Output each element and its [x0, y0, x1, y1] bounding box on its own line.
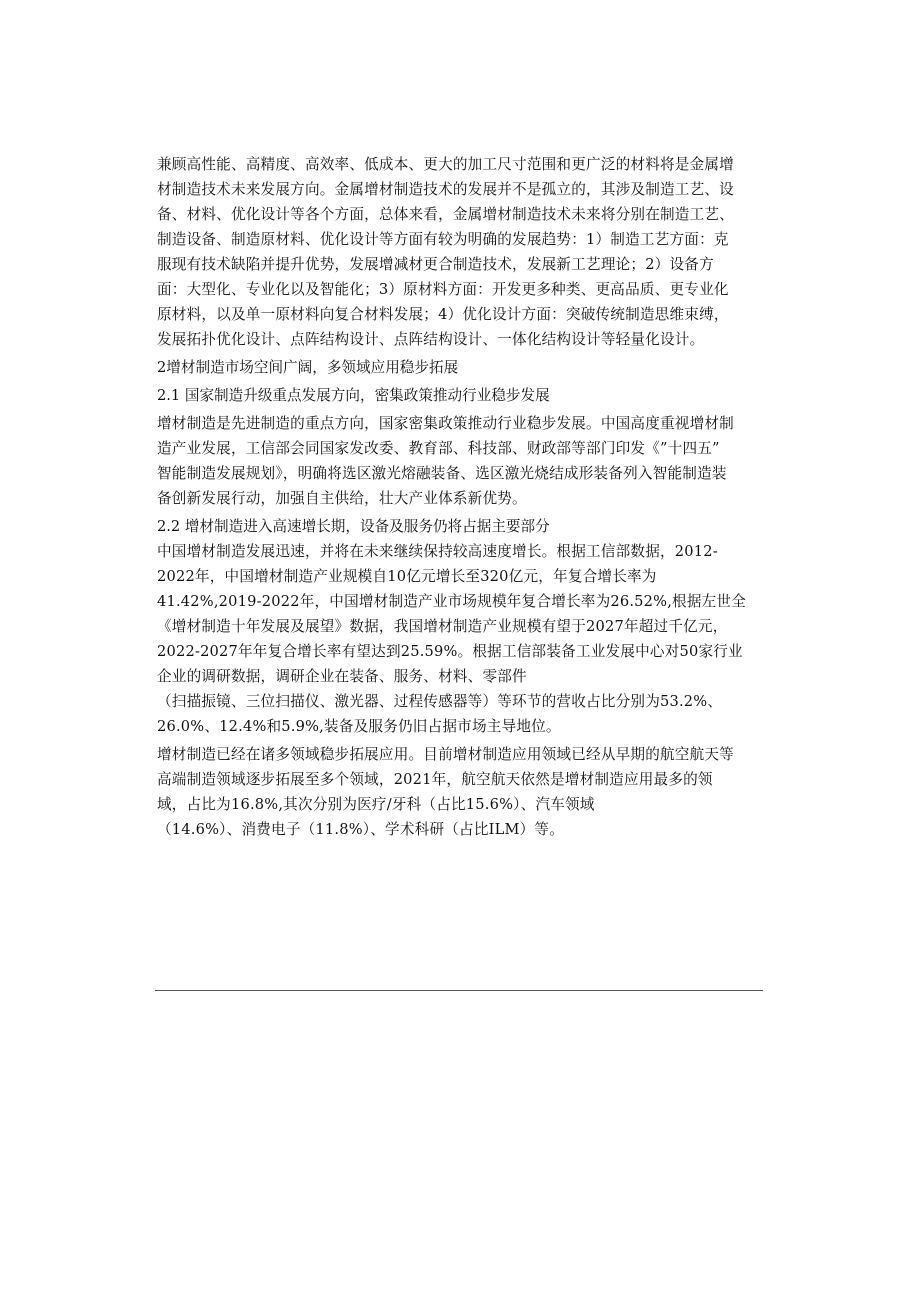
text-line: 智能制造发展规划》，明确将选区激光熔融装备、选区激光烧结成形装备列入智能制造装 [157, 465, 727, 482]
paragraph-market-growth [157, 539, 763, 739]
text-line: 41.42%,2019-2022年，中国增材制造产业市场规模年复合增长率为26.52%,根据左世全 [157, 593, 747, 610]
text-line: （14.6%）、消费电子（11.8%）、学术科研（占比ILM）等。 [157, 821, 564, 838]
text-line: 发展拓扑优化设计、点阵结构设计、点阵结构设计、一体化结构设计等轻量化设计。 [157, 331, 705, 348]
text-line: 面：大型化、专业化以及智能化；3）原材料方面：开发更多种类、更高品质、更专业化 [157, 281, 729, 298]
text-line: 2022年，中国增材制造产业规模自10亿元增长至320亿元，年复合增长率为 [157, 568, 657, 585]
text-line: 造产业发展，工信部会同国家发改委、教育部、科技部、财政部等部门印发《”十四五” [157, 440, 720, 457]
section-heading-2-1: 2.1 国家制造升级重点发展方向，密集政策推动行业稳步发展 [157, 387, 550, 404]
text-line: 制造设备、制造原材料、优化设计等方面有较为明确的发展趋势：1）制造工艺方面：克 [157, 231, 729, 248]
paragraph-applications [157, 742, 763, 842]
text-line: 增材制造是先进制造的重点方向，国家密集政策推动行业稳步发展。中国高度重视增材制 [157, 415, 734, 432]
text-line: 材制造技术未来发展方向。金属增材制造技术的发展并不是孤立的，其涉及制造工艺、设 [157, 181, 734, 198]
text-line: 企业的调研数据，调研企业在装备、服务、材料、零部件 [157, 668, 527, 685]
section-heading-2-2: 2.2 增材制造进入高速增长期，设备及服务仍将占据主要部分 [157, 518, 550, 535]
text-line: 备、材料、优化设计等各个方面，总体来看，金属增材制造技术未来将分别在制造工艺、 [157, 206, 734, 223]
text-line: 备创新发展行动，加强自主供给，壮大产业体系新优势。 [157, 490, 527, 507]
text-line: 2022-2027年年复合增长率有望达到25.59%。根据工信部装备工业发展中心对50家行业 [157, 643, 743, 660]
text-line: 高端制造领域逐步拓展至多个领域，2021年，航空航天依然是增材制造应用最多的领 [157, 771, 713, 788]
text-line: 服现有技术缺陷并提升优势，发展增减材更合制造技术，发展新工艺理论；2）设备方 [157, 256, 714, 273]
text-line: 《增材制造十年发展及展望》数据，我国增材制造产业规模有望于2027年超过千亿元， [157, 618, 728, 635]
paragraph-future-trends [157, 152, 763, 352]
section-heading-2: 2增材制造市场空间广阔，多领域应用稳步拓展 [157, 359, 459, 376]
text-line: 中国增材制造发展迅速，并将在未来继续保持较高速度增长。根据工信部数据，2012- [157, 543, 718, 560]
document-body [157, 152, 763, 842]
text-line: 增材制造已经在诸多领域稳步拓展应用。目前增材制造应用领域已经从早期的航空航天等 [157, 746, 734, 763]
text-line: 26.0%、12.4%和5.9%,装备及服务仍旧占据市场主导地位。 [157, 718, 561, 735]
text-line: 原材料，以及单一原材料向复合材料发展；4）优化设计方面：突破传统制造思维束缚， [157, 306, 729, 323]
text-line: 兼顾高性能、高精度、高效率、低成本、更大的加工尺寸范围和更广泛的材料将是金属增 [157, 156, 734, 173]
paragraph-policy [157, 411, 763, 511]
text-line: 域，占比为16.8%,其次分别为医疗/牙科（占比15.6%）、汽车领域 [157, 796, 595, 813]
footer-divider [155, 990, 763, 991]
text-line: （扫描振镜、三位扫描仪、激光器、过程传感器等）等环节的营收占比分别为53.2%、 [157, 693, 723, 710]
